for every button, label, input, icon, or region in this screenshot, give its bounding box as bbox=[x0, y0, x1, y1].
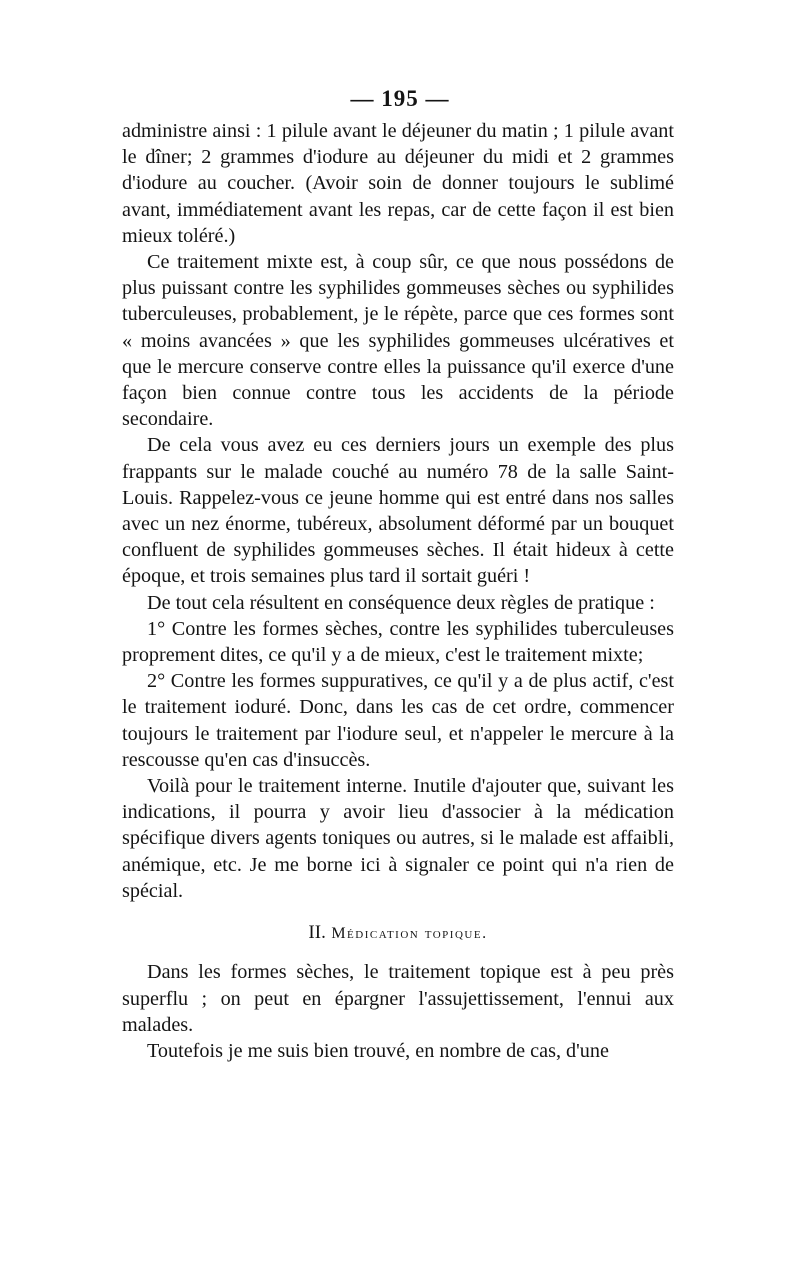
paragraph-6: 2° Contre les formes suppuratives, ce qu'il y a de plus actif, c'est le traitement ioduré. Donc, dans les cas de cet ordre, commencer toujours le traitement par l'iodure seul, et n'appeler le mercure à la rescousse qu'en cas d'insuccès. bbox=[122, 670, 674, 771]
section-number: II. bbox=[308, 922, 326, 944]
paragraph-9: Toutefois je me suis bien trouvé, en nombre de cas, d'une bbox=[147, 1039, 609, 1062]
paragraph-2: Ce traitement mixte est, à coup sûr, ce que nous possédons de plus puissant contre les syphilides gommeuses sèches ou syphilides tuberculeuses, probablement, je le répète, parce que ces formes sont « moins avancées » que les syphilides gommeuses ulcératives et que le mercure conserve contre elles la puissance qu'il exerce d'une façon bien connue contre tous les accidents de la période secondaire. bbox=[122, 251, 674, 431]
page-number-header: — 195 — bbox=[350, 86, 450, 111]
paragraph-4: De tout cela résultent en conséquence deux règles de pratique : bbox=[147, 591, 655, 614]
paragraph-5: 1° Contre les formes sèches, contre les syphilides tuberculeuses proprement dites, ce qu'il y a de mieux, c'est le traitement mixte; bbox=[122, 617, 674, 667]
paragraph-3: De cela vous avez eu ces derniers jours un exemple des plus frappants sur le malade couché au numéro 78 de la salle Saint-Louis. Rappelez-vous ce jeune homme qui est entré dans nos salles avec un nez énorme, tubéreux, absolument déformé par un bouquet confluent de syphilides gommeuses sèches. Il était hideux à cette époque, et trois semaines plus tard il sortait guéri ! bbox=[122, 434, 674, 588]
section-heading bbox=[122, 920, 674, 947]
paragraph-8: Dans les formes sèches, le traitement topique est à peu près superflu ; on peut en épargner l'assujettissement, l'ennui aux malades. bbox=[122, 961, 674, 1036]
paragraph-7: Voilà pour le traitement interne. Inutile d'ajouter que, suivant les indications, il pourra y avoir lieu d'associer à la médication spécifique divers agents toniques ou autres, si le malade est affaibli, anémique, etc. Je me borne ici à signaler ce point qui n'a rien de spécial. bbox=[122, 775, 674, 902]
paragraph-1: administre ainsi : 1 pilule avant le déjeuner du matin ; 1 pilule avant le dîner; 2 grammes d'iodure au déjeuner du midi et 2 grammes d'iodure au coucher. (Avoir soin de donner toujours le sublimé avant, immédiatement avant les repas, car de cette façon il est bien mieux toléré.) bbox=[122, 120, 674, 247]
section-title: Médication topique. bbox=[331, 925, 488, 943]
page-body bbox=[122, 118, 674, 1064]
